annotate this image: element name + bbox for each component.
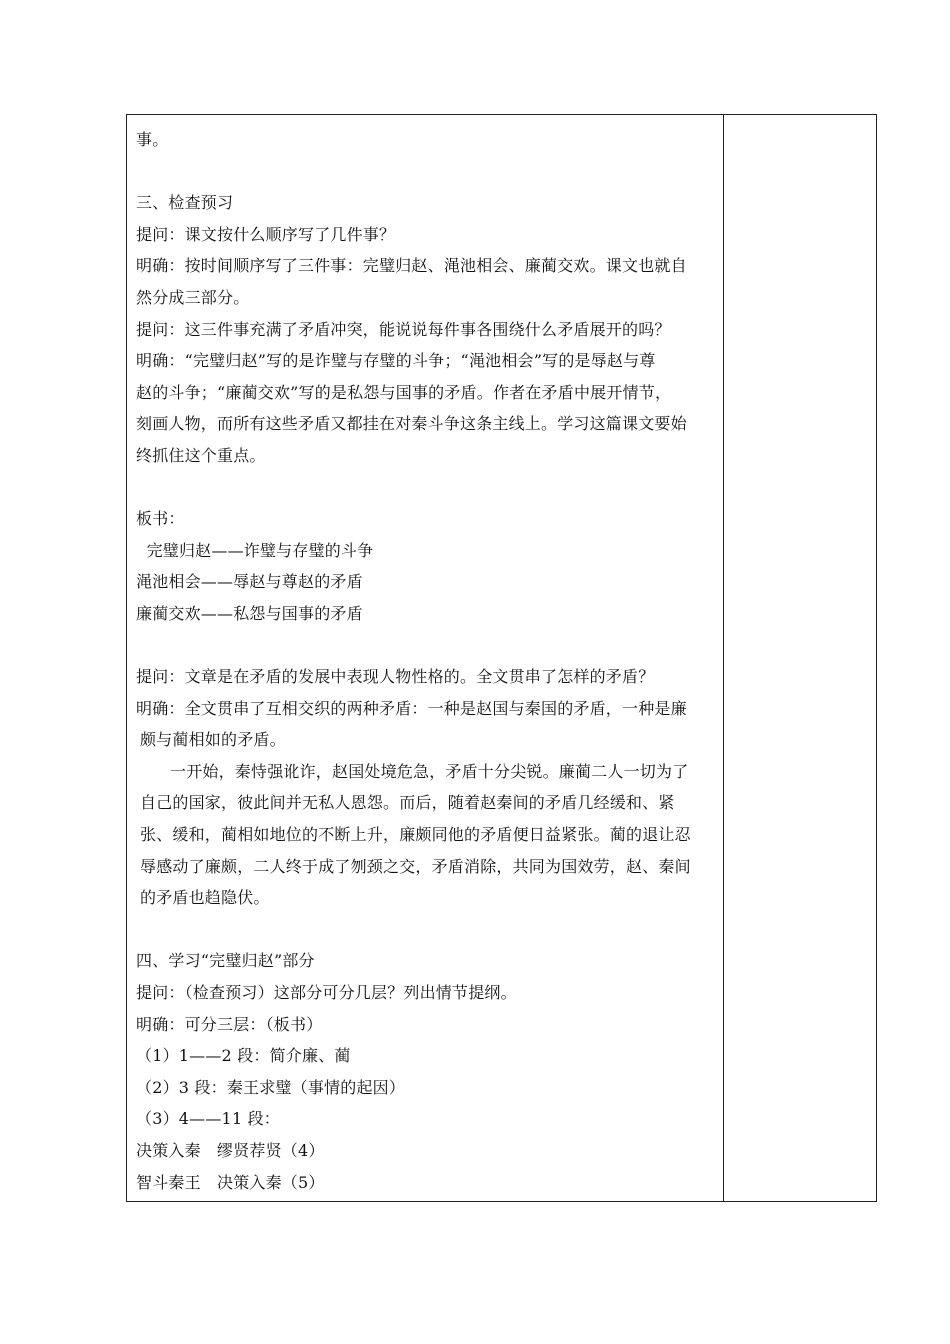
answer-line: 颇与蔺相如的矛盾。 bbox=[140, 730, 286, 750]
board-item: 廉蔺交欢——私怨与国事的矛盾 bbox=[136, 603, 363, 623]
section-heading: 三、检查预习 bbox=[136, 193, 234, 213]
question-line: 提问：（检查预习）这部分可分几层？列出情节提纲。 bbox=[136, 983, 517, 1003]
paragraph-line: 张、缓和，蔺相如地位的不断上升，廉颇同他的矛盾便日益紧张。蔺的退让忍 bbox=[140, 825, 691, 845]
answer-line: 明确：全文贯串了互相交织的两种矛盾：一种是赵国与秦国的矛盾，一种是廉 bbox=[136, 698, 687, 718]
text-line: 事。 bbox=[136, 130, 169, 149]
outline-subitem: 智斗秦王 决策入秦（5） bbox=[136, 1172, 325, 1192]
lesson-content-cell bbox=[136, 124, 716, 1198]
notes-cell bbox=[725, 116, 875, 1200]
section-heading: 四、学习“完璧归赵”部分 bbox=[136, 951, 315, 971]
answer-line: 刻画人物，而所有这些矛盾又都挂在对秦斗争这条主线上。学习这篇课文要始 bbox=[136, 414, 687, 434]
outline-item: （3）4——11 段： bbox=[136, 1109, 281, 1129]
board-heading: 板书： bbox=[136, 509, 185, 529]
paragraph-line: 辱感动了廉颇，二人终于成了刎颈之交，矛盾消除，共同为国效劳，赵、秦间 bbox=[140, 856, 691, 876]
board-item: 完璧归赵——诈璧与存璧的斗争 bbox=[136, 540, 374, 560]
answer-line: 明确：按时间顺序写了三件事：完璧归赵、渑池相会、廉蔺交欢。课文也就自 bbox=[136, 256, 687, 276]
answer-line: 终抓住这个重点。 bbox=[136, 445, 266, 465]
outline-subitem: 决策入秦 缪贤荐贤（4） bbox=[136, 1141, 325, 1160]
column-divider bbox=[723, 114, 724, 1202]
board-item: 渑池相会——辱赵与尊赵的矛盾 bbox=[136, 572, 363, 592]
answer-line: 赵的斗争；“廉蔺交欢”写的是私怨与国事的矛盾。作者在矛盾中展开情节， bbox=[136, 382, 672, 402]
answer-line: 然分成三部分。 bbox=[136, 287, 250, 307]
question-line: 提问：这三件事充满了矛盾冲突，能说说每件事各围绕什么矛盾展开的吗？ bbox=[136, 319, 671, 339]
blank-line bbox=[136, 914, 716, 946]
outline-item: （1）1——2 段：简介廉、蔺 bbox=[136, 1046, 351, 1066]
question-line: 提问：课文按什么顺序写了几件事？ bbox=[136, 224, 396, 244]
paragraph-line: 的矛盾也趋隐伏。 bbox=[140, 888, 270, 908]
blank-line bbox=[136, 630, 716, 662]
paragraph-line: 一开始，秦恃强讹诈，赵国处境危急，矛盾十分尖锐。廉蔺二人一切为了 bbox=[170, 761, 689, 781]
blank-line bbox=[136, 472, 716, 504]
blank-line bbox=[136, 156, 716, 188]
question-line: 提问：文章是在矛盾的发展中表现人物性格的。全文贯串了怎样的矛盾？ bbox=[136, 667, 655, 687]
paragraph-line: 自己的国家，彼此间并无私人恩怨。而后，随着赵秦间的矛盾几经缓和、紧 bbox=[140, 793, 675, 813]
outline-item: （2）3 段：秦王求璧（事情的起因） bbox=[136, 1077, 406, 1097]
answer-line: 明确：“完璧归赵”写的是诈璧与存璧的斗争；“渑池相会”写的是辱赵与尊 bbox=[136, 351, 656, 371]
answer-line: 明确：可分三层：（板书） bbox=[136, 1014, 323, 1034]
